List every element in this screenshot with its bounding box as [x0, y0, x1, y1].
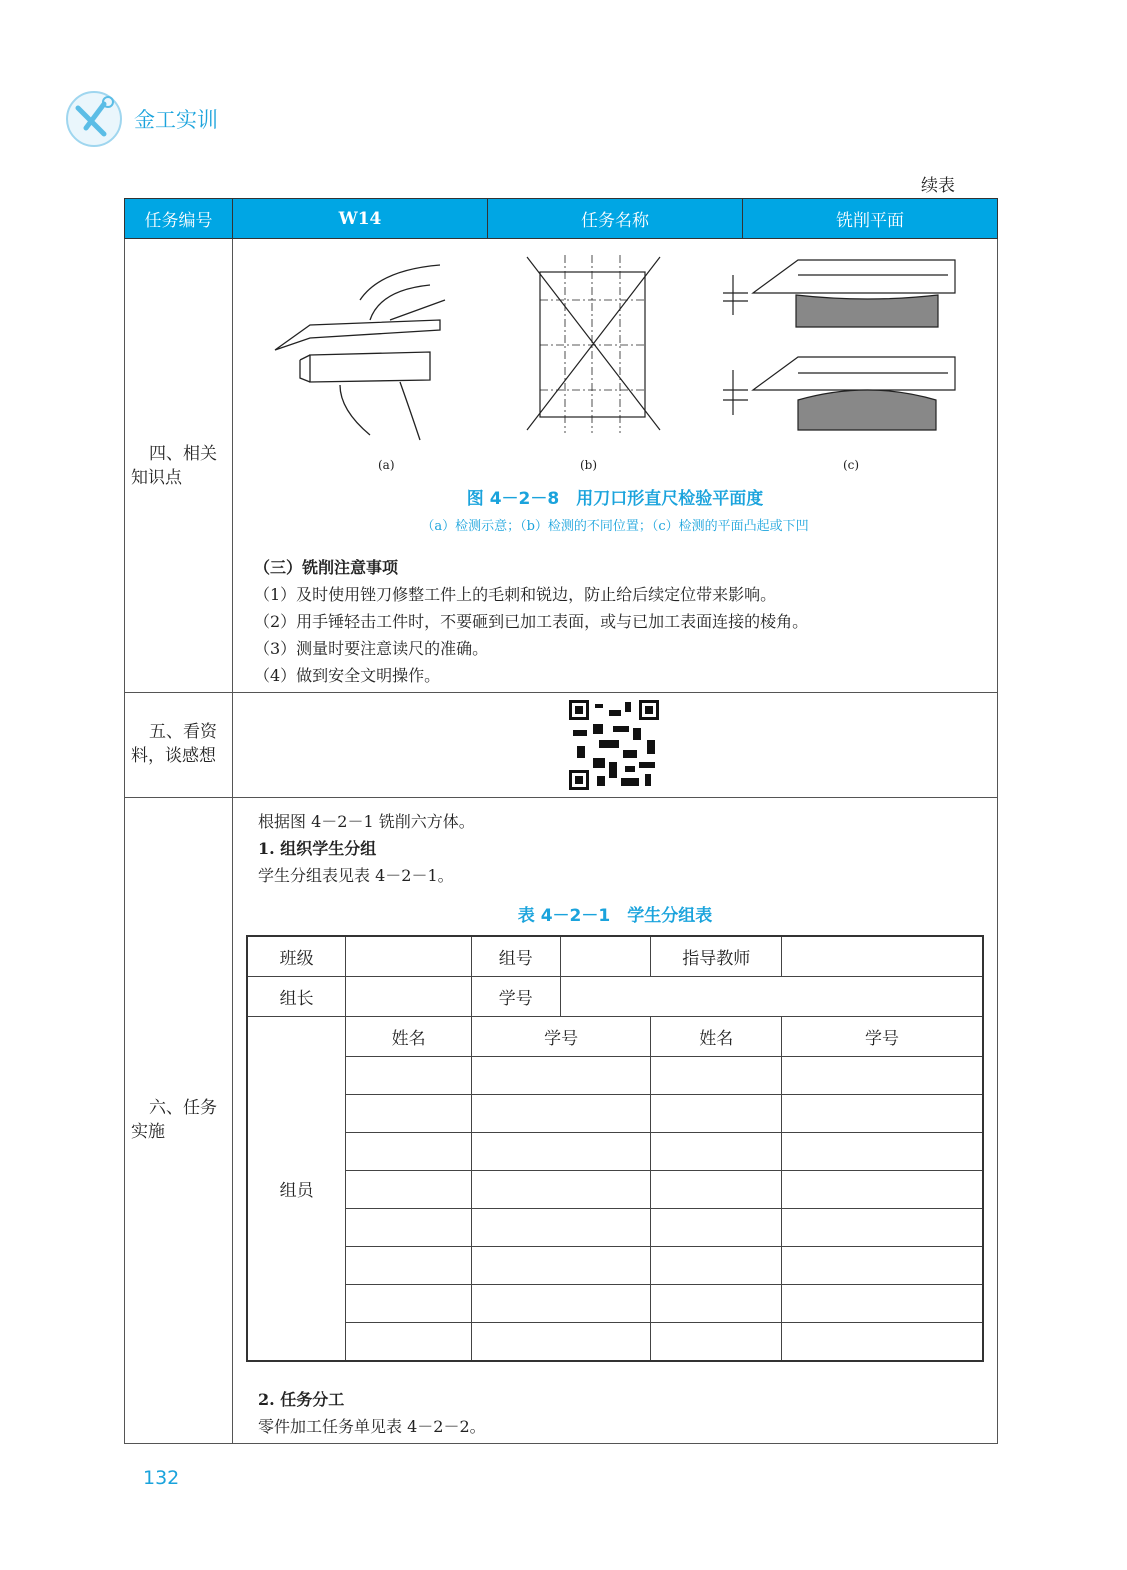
note-item: （3）测量时要注意读尺的准确。: [254, 639, 489, 658]
step2-text: 零件加工任务单见表 4－2－2。: [258, 1417, 486, 1436]
cell-group-no-input[interactable]: [560, 936, 651, 977]
member-cell[interactable]: [346, 1057, 472, 1095]
student-group-table: [246, 935, 984, 1362]
cell-members-label: 组员: [247, 1017, 346, 1362]
figure-a-check-illustration: [270, 260, 460, 445]
row-label-resources: 五、看资料，谈感想: [131, 722, 217, 766]
col-number: 学号: [782, 1017, 983, 1057]
step1-text: 学生分组表见表 4－2－1。: [258, 866, 454, 885]
member-row: [247, 1057, 983, 1095]
cell-student-no-input[interactable]: [560, 977, 983, 1017]
member-cell[interactable]: [651, 1171, 782, 1209]
member-cell[interactable]: [782, 1095, 983, 1133]
note-item: （2）用手锤轻击工件时，不要砸到已加工表面，或与已加工表面连接的棱角。: [254, 612, 809, 631]
col-name: 姓名: [346, 1017, 472, 1057]
member-cell[interactable]: [651, 1209, 782, 1247]
continued-label: 续表: [921, 176, 955, 196]
member-cell[interactable]: [651, 1323, 782, 1362]
page-number: 132: [143, 1467, 180, 1489]
member-cell[interactable]: [651, 1247, 782, 1285]
member-cell[interactable]: [346, 1323, 472, 1362]
col-name: 姓名: [651, 1017, 782, 1057]
cell-teacher-input[interactable]: [782, 936, 983, 977]
implementation-intro: 根据图 4－2－1 铣削六方体。: [258, 812, 475, 831]
table-border: [124, 1443, 998, 1444]
section-title: （三）铣削注意事项: [254, 558, 399, 577]
header-task-id-value: W14: [232, 198, 488, 239]
figure-sublabel-a: (a): [378, 458, 395, 472]
member-cell[interactable]: [782, 1057, 983, 1095]
qr-code[interactable]: [569, 700, 659, 790]
cell-group-no-label: 组号: [471, 936, 560, 977]
member-cell[interactable]: [346, 1285, 472, 1323]
row-label-implementation: 六、任务实施: [131, 1098, 217, 1142]
member-cell[interactable]: [651, 1133, 782, 1171]
table-border: [997, 239, 998, 1444]
member-row: [247, 1247, 983, 1285]
member-cell[interactable]: [651, 1095, 782, 1133]
cell-leader-input[interactable]: [346, 977, 472, 1017]
cell-class-input[interactable]: [346, 936, 472, 977]
member-row: [247, 1171, 983, 1209]
member-row: [247, 1095, 983, 1133]
wrench-logo-icon: [64, 88, 124, 150]
col-number: 学号: [471, 1017, 650, 1057]
member-row: [247, 1323, 983, 1362]
member-cell[interactable]: [346, 1171, 472, 1209]
cell-class-label: 班级: [247, 936, 346, 977]
row-divider: [124, 692, 998, 693]
table-border: [124, 239, 125, 1444]
member-cell[interactable]: [782, 1323, 983, 1362]
cell-leader-label: 组长: [247, 977, 346, 1017]
book-title: 金工实训: [134, 108, 218, 132]
header-task-name-label: 任务名称: [487, 198, 743, 239]
member-cell[interactable]: [346, 1209, 472, 1247]
figure-title: 图 4－2－8 用刀口形直尺检验平面度: [466, 489, 764, 509]
member-cell[interactable]: [782, 1285, 983, 1323]
figure-c-convex-concave-diagram: [718, 255, 958, 435]
member-cell[interactable]: [471, 1171, 650, 1209]
member-cell[interactable]: [471, 1247, 650, 1285]
note-item: （4）做到安全文明操作。: [254, 666, 441, 685]
row-label-knowledge: 四、相关知识点: [131, 444, 217, 488]
member-row: [247, 1285, 983, 1323]
table-border: [232, 239, 233, 1444]
step1-title: 1. 组织学生分组: [258, 839, 377, 858]
figure-caption: （a）检测示意；（b）检测的不同位置；（c）检测的平面凸起或下凹: [421, 519, 809, 534]
header-task-name-value: 铣削平面: [742, 198, 998, 239]
member-cell[interactable]: [651, 1057, 782, 1095]
member-cell[interactable]: [471, 1133, 650, 1171]
member-cell[interactable]: [346, 1133, 472, 1171]
member-row: [247, 1133, 983, 1171]
member-cell[interactable]: [782, 1133, 983, 1171]
cell-student-no-label: 学号: [471, 977, 560, 1017]
member-cell[interactable]: [346, 1247, 472, 1285]
figure-b-positions-diagram: [525, 255, 665, 435]
member-cell[interactable]: [346, 1095, 472, 1133]
member-cell[interactable]: [782, 1247, 983, 1285]
member-cell[interactable]: [782, 1171, 983, 1209]
member-row: [247, 1209, 983, 1247]
row-divider: [124, 797, 998, 798]
group-table-title: 表 4－2－1 学生分组表: [517, 906, 713, 926]
member-cell[interactable]: [782, 1209, 983, 1247]
member-cell[interactable]: [471, 1057, 650, 1095]
figure-sublabel-b: (b): [580, 458, 598, 472]
member-cell[interactable]: [471, 1285, 650, 1323]
member-cell[interactable]: [651, 1285, 782, 1323]
step2-title: 2. 任务分工: [258, 1390, 345, 1409]
cell-teacher-label: 指导教师: [651, 936, 782, 977]
member-cell[interactable]: [471, 1209, 650, 1247]
figure-sublabel-c: (c): [843, 458, 860, 472]
member-cell[interactable]: [471, 1095, 650, 1133]
member-cell[interactable]: [471, 1323, 650, 1362]
note-item: （1）及时使用锉刀修整工件上的毛刺和锐边，防止给后续定位带来影响。: [254, 585, 777, 604]
header-task-id-label: 任务编号: [124, 198, 233, 239]
